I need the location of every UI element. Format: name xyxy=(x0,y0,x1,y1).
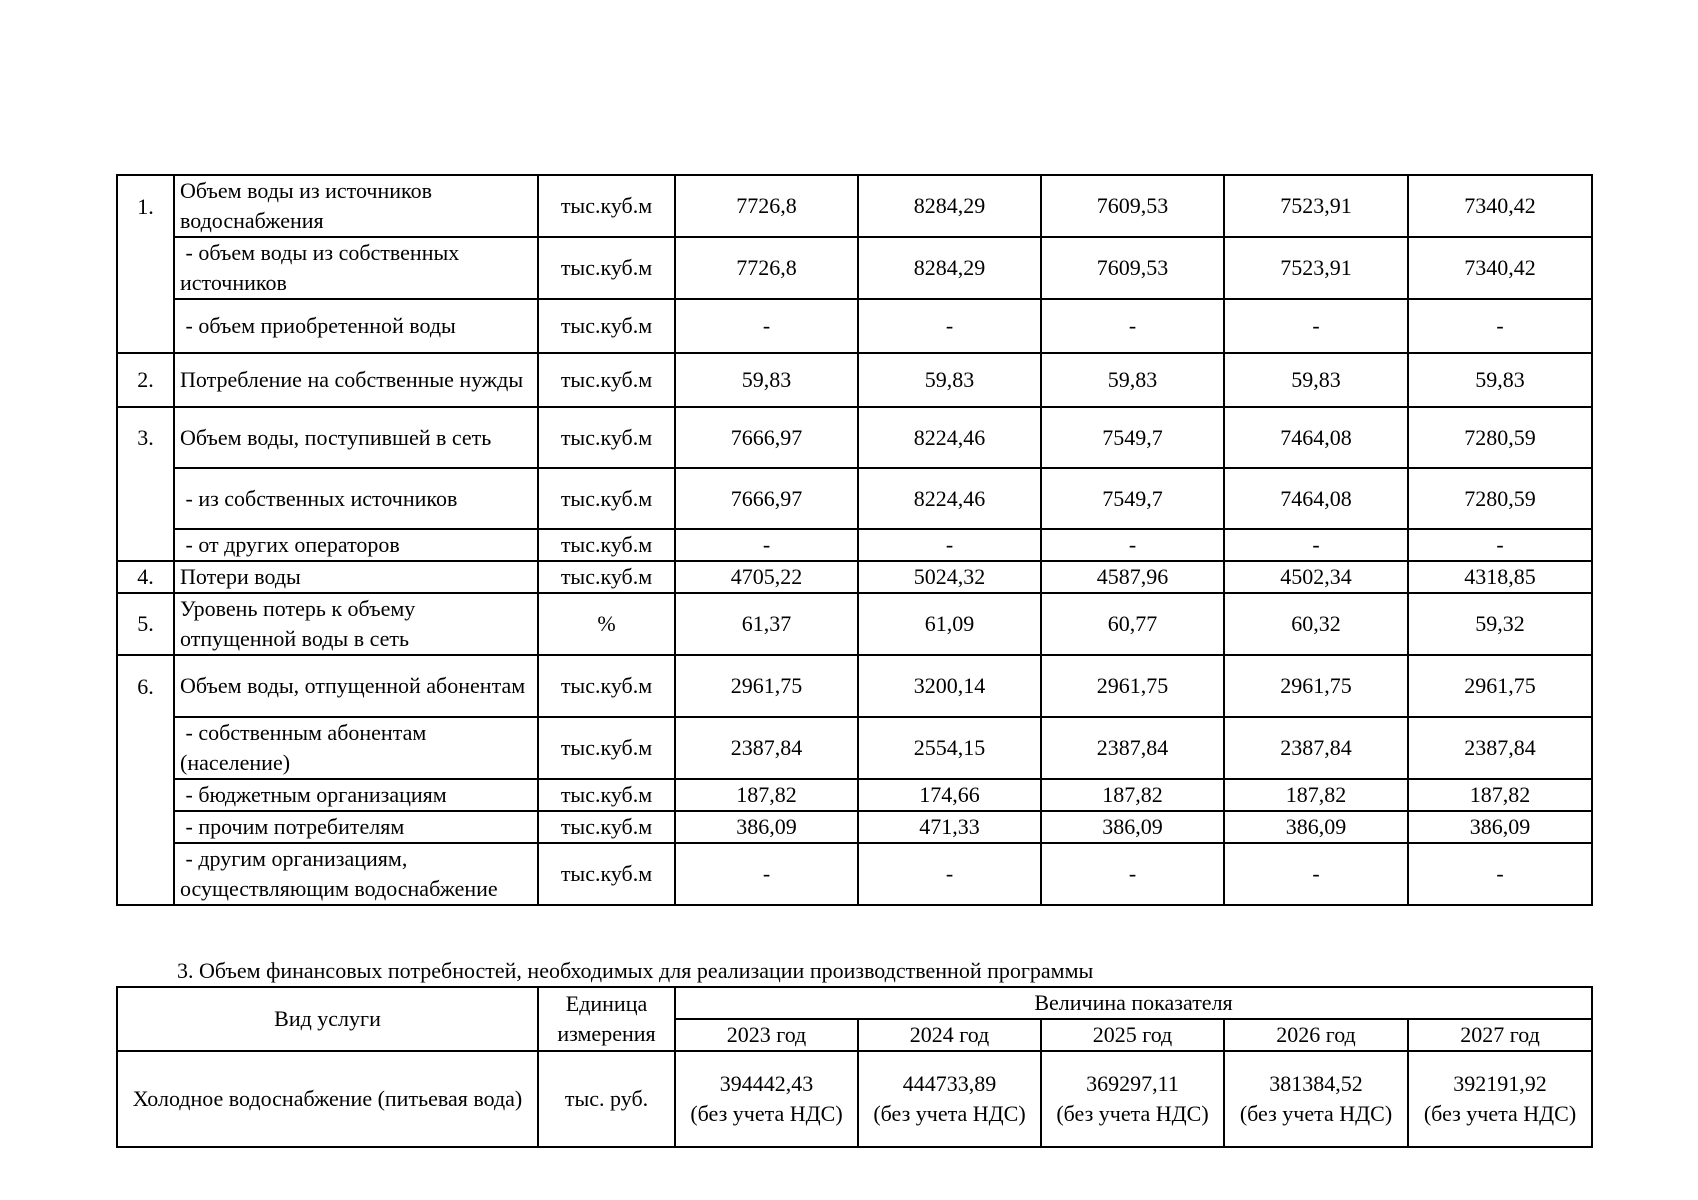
value-cell: - xyxy=(675,529,858,561)
value-cell: 59,83 xyxy=(675,353,858,407)
row-number: 1. xyxy=(117,175,174,237)
financial-needs-table xyxy=(116,986,1593,1148)
value-cell: 386,09 xyxy=(1041,811,1224,843)
year-header: 2027 год xyxy=(1408,1019,1592,1051)
header-service: Вид услуги xyxy=(117,987,538,1051)
indicator-name: - объем приобретенной воды xyxy=(174,299,538,353)
indicator-name: - бюджетным организациям xyxy=(174,779,538,811)
vat-note: (без учета НДС) xyxy=(1423,1101,1577,1126)
value-cell: 187,82 xyxy=(1041,779,1224,811)
value-cell xyxy=(1408,1051,1592,1147)
value-cell: 187,82 xyxy=(1224,779,1408,811)
value-cell: 187,82 xyxy=(675,779,858,811)
value-cell: 7464,08 xyxy=(1224,407,1408,468)
unit-cell: тыс.куб.м xyxy=(538,717,675,779)
value-cell: - xyxy=(858,843,1041,905)
value-cell: 4502,34 xyxy=(1224,561,1408,593)
unit-cell: % xyxy=(538,593,675,655)
unit-cell: тыс.куб.м xyxy=(538,655,675,717)
year-header: 2026 год xyxy=(1224,1019,1408,1051)
row-number xyxy=(117,843,174,905)
row-number: 2. xyxy=(117,353,174,407)
value-cell: 2961,75 xyxy=(1041,655,1224,717)
vat-note: (без учета НДС) xyxy=(1239,1101,1393,1126)
amount: 369297,11 xyxy=(1086,1071,1179,1096)
value-cell xyxy=(675,1051,858,1147)
value-cell: 7280,59 xyxy=(1408,468,1592,529)
row-number xyxy=(117,779,174,811)
value-cell: - xyxy=(1408,843,1592,905)
value-cell: 8224,46 xyxy=(858,407,1041,468)
value-cell: 2961,75 xyxy=(1408,655,1592,717)
value-cell: 60,77 xyxy=(1041,593,1224,655)
row-number: 5. xyxy=(117,593,174,655)
table-row xyxy=(117,237,1592,299)
table-row xyxy=(117,717,1592,779)
table-row xyxy=(117,779,1592,811)
year-header: 2023 год xyxy=(675,1019,858,1051)
value-cell: - xyxy=(1041,299,1224,353)
table-row xyxy=(117,407,1592,468)
row-number: 4. xyxy=(117,561,174,593)
year-header: 2025 год xyxy=(1041,1019,1224,1051)
row-number xyxy=(117,468,174,529)
indicator-name: - собственным абонентам (население) xyxy=(174,717,538,779)
indicator-name: Объем воды, отпущенной абонентам xyxy=(174,655,538,717)
indicator-name: - прочим потребителям xyxy=(174,811,538,843)
value-cell: 60,32 xyxy=(1224,593,1408,655)
table-row xyxy=(117,468,1592,529)
indicator-name: - от других операторов xyxy=(174,529,538,561)
value-cell: 2961,75 xyxy=(1224,655,1408,717)
value-cell: - xyxy=(1408,529,1592,561)
value-cell: 8284,29 xyxy=(858,237,1041,299)
value-cell: 7549,7 xyxy=(1041,407,1224,468)
table-row xyxy=(117,299,1592,353)
vat-note: (без учета НДС) xyxy=(873,1101,1026,1126)
value-cell: 61,09 xyxy=(858,593,1041,655)
value-cell: 386,09 xyxy=(675,811,858,843)
value-cell: - xyxy=(1224,529,1408,561)
unit-cell: тыс.куб.м xyxy=(538,529,675,561)
value-cell: 386,09 xyxy=(1224,811,1408,843)
row-number xyxy=(117,529,174,561)
value-cell: 7666,97 xyxy=(675,468,858,529)
indicator-name: Уровень потерь к объему отпущенной воды в сеть xyxy=(174,593,538,655)
value-cell: 187,82 xyxy=(1408,779,1592,811)
table-row xyxy=(117,593,1592,655)
value-cell: 61,37 xyxy=(675,593,858,655)
value-cell: 386,09 xyxy=(1408,811,1592,843)
unit-cell: тыс. руб. xyxy=(538,1051,675,1147)
value-cell: 7666,97 xyxy=(675,407,858,468)
value-cell: 7726,8 xyxy=(675,175,858,237)
amount: 392191,92 xyxy=(1453,1071,1547,1096)
value-cell: 7609,53 xyxy=(1041,237,1224,299)
value-cell: 4705,22 xyxy=(675,561,858,593)
section-3-title: 3. Объем финансовых потребностей, необходимых для реализации производственной программы xyxy=(177,958,1094,983)
unit-cell: тыс.куб.м xyxy=(538,407,675,468)
table-row xyxy=(117,353,1592,407)
unit-cell: тыс.куб.м xyxy=(538,779,675,811)
table-row xyxy=(117,655,1592,717)
value-cell: 4318,85 xyxy=(1408,561,1592,593)
header-value: Величина показателя xyxy=(675,987,1592,1019)
value-cell: 3200,14 xyxy=(858,655,1041,717)
row-number xyxy=(117,237,174,299)
table-row xyxy=(117,1051,1592,1147)
value-cell: 2387,84 xyxy=(1408,717,1592,779)
production-indicators-table xyxy=(116,174,1593,906)
value-cell: - xyxy=(858,299,1041,353)
indicator-name: Объем воды, поступившей в сеть xyxy=(174,407,538,468)
header-unit: Единица измерения xyxy=(538,987,675,1051)
value-cell: 174,66 xyxy=(858,779,1041,811)
value-cell: 7549,7 xyxy=(1041,468,1224,529)
value-cell: - xyxy=(675,843,858,905)
value-cell: - xyxy=(1224,299,1408,353)
vat-note: (без учета НДС) xyxy=(690,1101,843,1126)
value-cell: - xyxy=(858,529,1041,561)
indicator-name: - другим организациям, осуществляющим водоснабжение xyxy=(174,843,538,905)
value-cell: - xyxy=(1408,299,1592,353)
table-row xyxy=(117,175,1592,237)
value-cell: 2961,75 xyxy=(675,655,858,717)
header-row xyxy=(117,987,1592,1019)
table-row xyxy=(117,811,1592,843)
value-cell: 8284,29 xyxy=(858,175,1041,237)
row-number: 3. xyxy=(117,407,174,468)
value-cell: 2387,84 xyxy=(1224,717,1408,779)
value-cell: 5024,32 xyxy=(858,561,1041,593)
value-cell: - xyxy=(1041,529,1224,561)
indicator-name: - объем воды из собственных источников xyxy=(174,237,538,299)
value-cell: 7280,59 xyxy=(1408,407,1592,468)
unit-cell: тыс.куб.м xyxy=(538,299,675,353)
value-cell: 7609,53 xyxy=(1041,175,1224,237)
row-number xyxy=(117,299,174,353)
value-cell: 8224,46 xyxy=(858,468,1041,529)
indicator-name: Потери воды xyxy=(174,561,538,593)
unit-cell: тыс.куб.м xyxy=(538,811,675,843)
indicator-name: - из собственных источников xyxy=(174,468,538,529)
indicator-name: Объем воды из источников водоснабжения xyxy=(174,175,538,237)
amount: 394442,43 xyxy=(719,1071,814,1096)
row-number xyxy=(117,811,174,843)
table-row xyxy=(117,843,1592,905)
unit-cell: тыс.куб.м xyxy=(538,561,675,593)
unit-cell: тыс.куб.м xyxy=(538,843,675,905)
value-cell: 7340,42 xyxy=(1408,175,1592,237)
value-cell: - xyxy=(1041,843,1224,905)
value-cell: 471,33 xyxy=(858,811,1041,843)
amount: 381384,52 xyxy=(1269,1071,1363,1096)
value-cell xyxy=(1041,1051,1224,1147)
unit-cell: тыс.куб.м xyxy=(538,237,675,299)
vat-note: (без учета НДС) xyxy=(1056,1101,1209,1126)
value-cell: 7340,42 xyxy=(1408,237,1592,299)
value-cell: 7523,91 xyxy=(1224,175,1408,237)
value-cell: 59,83 xyxy=(858,353,1041,407)
row-number xyxy=(117,717,174,779)
unit-cell: тыс.куб.м xyxy=(538,468,675,529)
value-cell: 59,83 xyxy=(1224,353,1408,407)
value-cell: 59,83 xyxy=(1408,353,1592,407)
value-cell: 59,32 xyxy=(1408,593,1592,655)
value-cell: - xyxy=(1224,843,1408,905)
value-cell: 59,83 xyxy=(1041,353,1224,407)
value-cell: 2387,84 xyxy=(675,717,858,779)
value-cell: 7523,91 xyxy=(1224,237,1408,299)
value-cell: 7464,08 xyxy=(1224,468,1408,529)
table-row xyxy=(117,529,1592,561)
value-cell: - xyxy=(675,299,858,353)
unit-cell: тыс.куб.м xyxy=(538,353,675,407)
amount: 444733,89 xyxy=(902,1071,997,1096)
indicator-name: Потребление на собственные нужды xyxy=(174,353,538,407)
value-cell: 2387,84 xyxy=(1041,717,1224,779)
row-number: 6. xyxy=(117,655,174,717)
table-row xyxy=(117,561,1592,593)
year-header: 2024 год xyxy=(858,1019,1041,1051)
unit-cell: тыс.куб.м xyxy=(538,175,675,237)
value-cell xyxy=(858,1051,1041,1147)
value-cell: 2554,15 xyxy=(858,717,1041,779)
value-cell: 7726,8 xyxy=(675,237,858,299)
service-name: Холодное водоснабжение (питьевая вода) xyxy=(117,1051,538,1147)
value-cell: 4587,96 xyxy=(1041,561,1224,593)
value-cell xyxy=(1224,1051,1408,1147)
